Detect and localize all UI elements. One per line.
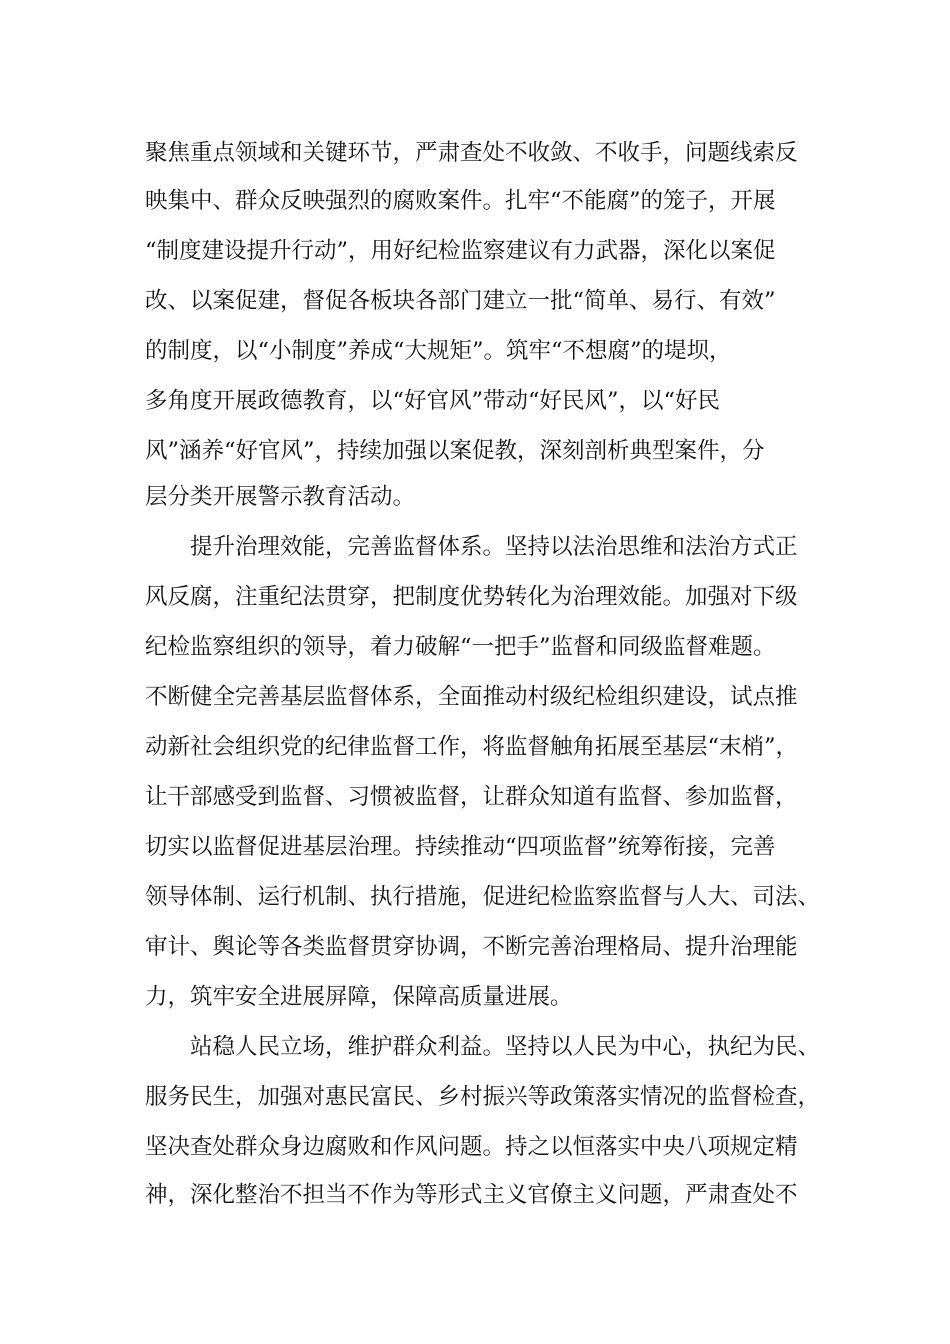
body-text-line: 神，深化整治不担当不作为等形式主义官僚主义问题，严肃查处不 <box>145 1182 798 1208</box>
body-text-line: 的制度，以“小制度”养成“大规矩”。筑牢“不想腐”的堤坝， <box>145 338 732 364</box>
body-text-line: 让干部感受到监督、习惯被监督，让群众知道有监督、参加监督， <box>145 784 798 810</box>
body-text-line: 聚焦重点领域和关键环节，严肃查处不收敛、不收手，问题线索反 <box>145 140 798 166</box>
body-text-line: 服务民生，加强对惠民富民、乡村振兴等政策落实情况的监督检查， <box>145 1084 821 1110</box>
body-text-line: 切实以监督促进基层治理。持续推动“四项监督”统筹衔接，完善 <box>145 834 776 860</box>
body-text-line: 动新社会组织党的纪律监督工作，将监督触角拓展至基层“末梢”， <box>145 734 799 760</box>
body-text-line: 多角度开展政德教育，以“好官风”带动“好民风”，以“好民 <box>145 388 721 414</box>
body-text-line: “制度建设提升行动”，用好纪检监察建议有力武器，深化以案促 <box>145 238 776 264</box>
body-text-line: 层分类开展警示教育活动。 <box>145 484 416 510</box>
body-text-line: 不断健全完善基层监督体系，全面推动村级纪检组织建设，试点推 <box>145 684 798 710</box>
body-text-line: 力，筑牢安全进展屏障，保障高质量进展。 <box>145 984 573 1010</box>
body-text-line: 提升治理效能，完善监督体系。坚持以法治思维和法治方式正 <box>190 534 798 560</box>
body-text-line: 坚决查处群众身边腐败和作风问题。持之以恒落实中央八项规定精 <box>145 1134 798 1160</box>
body-text-line: 风”涵养“好官风”，持续加强以案促教，深刻剖析典型案件，分 <box>145 438 765 464</box>
body-text-line: 风反腐，注重纪法贯穿，把制度优势转化为治理效能。加强对下级 <box>145 584 798 610</box>
body-text-line: 纪检监察组织的领导，着力破解“一把手”监督和同级监督难题。 <box>145 634 776 660</box>
body-text-line: 站稳人民立场，维护群众利益。坚持以人民为中心，执纪为民、 <box>190 1034 821 1060</box>
body-text-line: 领导体制、运行机制、执行措施，促进纪检监察监督与人大、司法、 <box>145 884 821 910</box>
body-text-line: 映集中、群众反映强烈的腐败案件。扎牢“不能腐”的笼子，开展 <box>145 188 776 214</box>
body-text-line: 改、以案促建，督促各板块各部门建立一批“简单、易行、有效” <box>145 288 776 314</box>
body-text-line: 审计、舆论等各类监督贯穿协调，不断完善治理格局、提升治理能 <box>145 934 798 960</box>
